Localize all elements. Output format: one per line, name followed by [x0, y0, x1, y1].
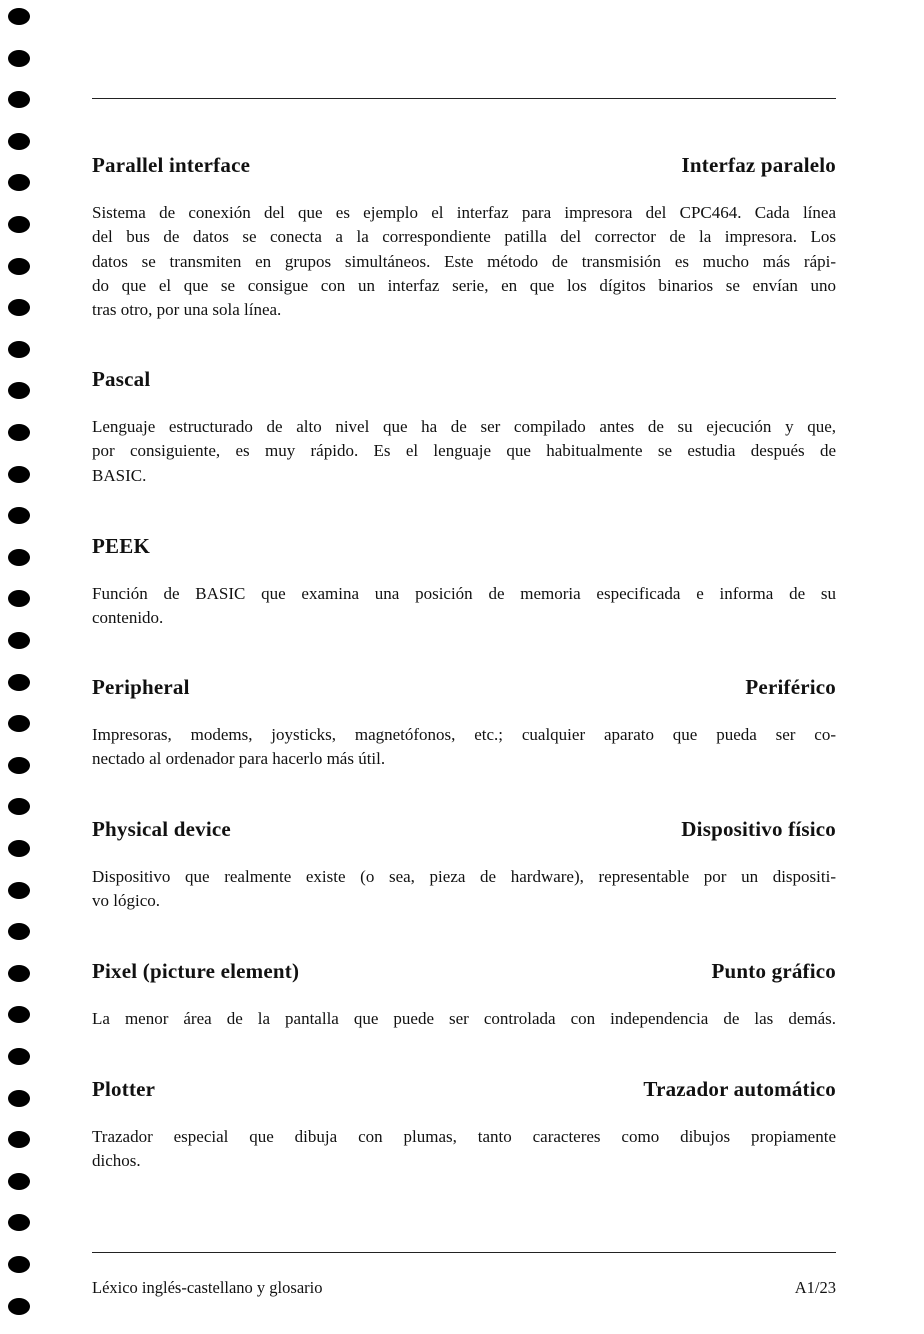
entry-translation: Interfaz paralelo — [681, 153, 836, 177]
binder-hole — [8, 1214, 30, 1231]
definition-line: tras otro, por una sola línea. — [92, 300, 282, 320]
bottom-rule — [92, 1252, 836, 1253]
binder-hole — [8, 216, 30, 233]
binder-hole — [8, 674, 30, 691]
definition-line: La menor área de la pantalla que puede ser controlada con independencia de las demás. — [92, 1009, 836, 1028]
definition-line: del bus de datos se conecta a la correspondiente patilla del corrector de la impresora. Los — [92, 227, 836, 247]
definition-line: por consiguiente, es muy rápido. Es el lenguaje que habitualmente se estudia después de — [92, 441, 836, 461]
binder-hole — [8, 882, 30, 899]
entry-term: Peripheral — [92, 675, 190, 699]
definition-line: contenido. — [92, 608, 164, 628]
entry-term: Physical device — [92, 817, 231, 841]
entry-translation: Dispositivo físico — [681, 817, 836, 841]
glossary-entry-peek — [92, 533, 836, 631]
page-number: A1/23 — [794, 1278, 836, 1297]
binder-hole — [8, 50, 30, 67]
binder-hole — [8, 798, 30, 815]
definition-line: Función de BASIC que examina una posición de memoria especificada e informa de su — [92, 584, 836, 603]
binder-hole — [8, 1048, 30, 1065]
binder-hole — [8, 1298, 30, 1315]
page-footer — [92, 1277, 836, 1299]
entry-definition — [92, 415, 836, 488]
glossary-entry-physical-device — [92, 816, 836, 914]
entry-term: Parallel interface — [92, 153, 251, 177]
definition-line: Sistema de conexión del que es ejemplo el interfaz para impresora del CPC464. Cada línea — [92, 203, 836, 222]
binder-hole — [8, 1131, 30, 1148]
binder-hole — [8, 965, 30, 982]
entry-term: PEEK — [92, 534, 150, 558]
definition-line: vo lógico. — [92, 891, 160, 911]
entry-definition — [92, 865, 836, 914]
binder-hole — [8, 507, 30, 524]
entry-translation: Periférico — [745, 675, 836, 699]
glossary-entry-pascal — [92, 366, 836, 488]
binder-hole — [8, 466, 30, 483]
definition-line: Trazador especial que dibuja con plumas, tanto caracteres como dibujos propiamente — [92, 1127, 836, 1146]
entry-translation: Trazador automático — [643, 1077, 836, 1101]
definition-line: Lenguaje estructurado de alto nivel que ha de ser compilado antes de su ejecución y que, — [92, 417, 836, 436]
entry-term: Pixel (picture element) — [92, 959, 300, 983]
binder-hole — [8, 923, 30, 940]
definition-line: datos se transmiten en grupos simultáneos. Este método de transmisión es mucho más rápi- — [92, 251, 836, 271]
entry-term: Plotter — [92, 1077, 156, 1101]
definition-line: Dispositivo que realmente existe (o sea, pieza de hardware), representable por un dispositi- — [92, 867, 836, 886]
definition-line: Impresoras, modems, joysticks, magnetófonos, etc.; cualquier aparato que pueda ser co- — [92, 725, 836, 744]
binder-hole — [8, 341, 30, 358]
entry-definition — [92, 582, 836, 631]
binder-hole — [8, 1256, 30, 1273]
definition-line: BASIC. — [92, 465, 147, 485]
entry-definition — [92, 201, 836, 322]
definition-line: nectado al ordenador para hacerlo más útil. — [92, 749, 386, 769]
top-rule — [92, 98, 836, 99]
binder-hole — [8, 299, 30, 316]
binder-hole — [8, 840, 30, 857]
glossary-entry-parallel-interface — [92, 152, 836, 322]
binder-hole — [8, 174, 30, 191]
binder-hole — [8, 424, 30, 441]
entry-term: Pascal — [92, 367, 151, 391]
entry-definition — [92, 1125, 836, 1174]
binder-hole — [8, 91, 30, 108]
entry-definition — [92, 723, 836, 772]
entry-definition — [92, 1007, 836, 1031]
definition-line: dichos. — [92, 1151, 141, 1171]
binder-hole — [8, 382, 30, 399]
binder-hole — [8, 715, 30, 732]
binder-holes — [0, 0, 40, 1334]
binder-hole — [8, 549, 30, 566]
binder-hole — [8, 590, 30, 607]
binder-hole — [8, 632, 30, 649]
glossary-entry-peripheral — [92, 674, 836, 772]
glossary-entry-plotter — [92, 1076, 836, 1174]
footer-section-title: Léxico inglés-castellano y glosario — [92, 1278, 323, 1297]
binder-hole — [8, 1006, 30, 1023]
binder-hole — [8, 1090, 30, 1107]
binder-hole — [8, 757, 30, 774]
glossary-entry-pixel — [92, 958, 836, 1031]
binder-hole — [8, 1173, 30, 1190]
entry-translation: Punto gráfico — [711, 959, 836, 983]
definition-line: do que el que se consigue con un interfaz serie, en que los dígitos binarios se envían uno — [92, 275, 836, 295]
binder-hole — [8, 133, 30, 150]
binder-hole — [8, 258, 30, 275]
binder-hole — [8, 8, 30, 25]
